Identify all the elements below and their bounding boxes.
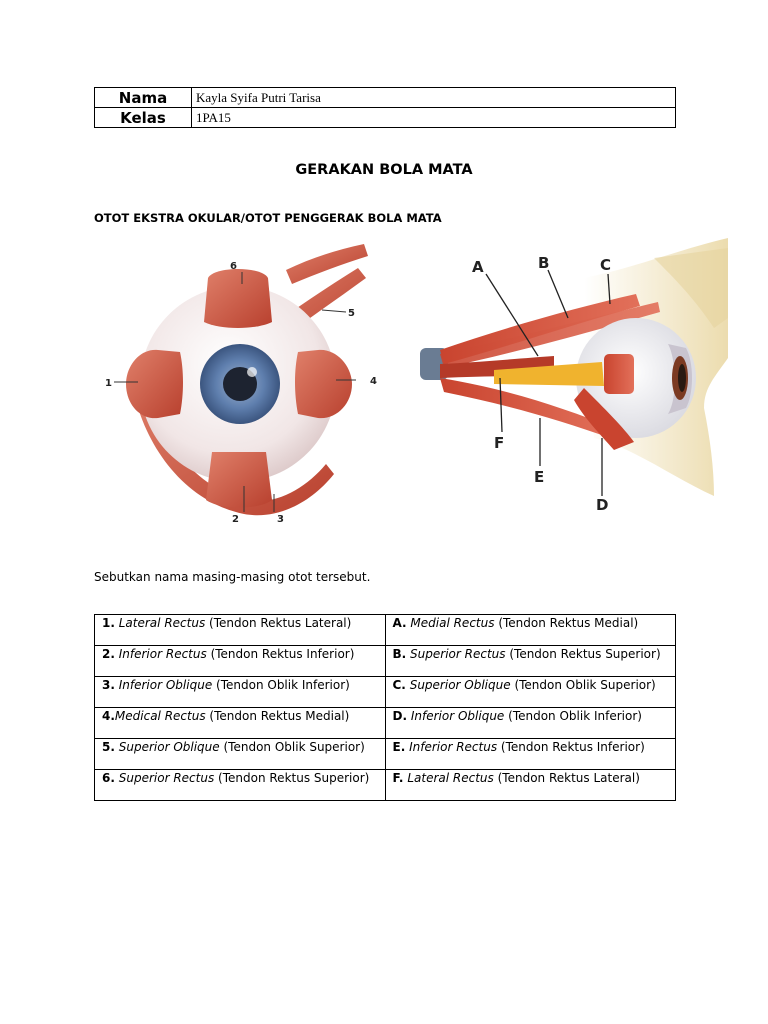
answer-key: F.: [392, 771, 404, 785]
label-1: 1: [105, 378, 112, 389]
answer-key: A.: [392, 616, 407, 630]
answer-cell: [95, 739, 386, 770]
table-row: [95, 677, 676, 708]
class-row: [95, 108, 676, 128]
answer-muscle: Superior Oblique: [409, 678, 511, 692]
name-label: Nama: [95, 88, 192, 108]
answer-note: (Tendon Oblik Superior): [223, 740, 365, 754]
answer-muscle: Inferior Rectus: [409, 740, 498, 754]
label-b: B: [538, 254, 550, 272]
answer-muscle: Superior Oblique: [118, 740, 220, 754]
answer-note: (Tendon Rektus Superior): [509, 647, 661, 661]
answer-key: 1.: [102, 616, 115, 630]
answer-note: (Tendon Rektus Inferior): [500, 740, 645, 754]
answer-muscle: Superior Rectus: [410, 647, 506, 661]
orbit-lateral-illustration: [414, 238, 730, 518]
answer-cell: [385, 708, 676, 739]
section-subtitle: OTOT EKSTRA OKULAR/OTOT PENGGERAK BOLA MATA: [94, 211, 442, 225]
label-4: 4: [370, 376, 377, 387]
eyeball-front-illustration: [96, 238, 396, 530]
class-label: Kelas: [95, 108, 192, 128]
answer-cell: [95, 770, 386, 801]
answer-key: B.: [392, 647, 407, 661]
label-f: F: [494, 434, 505, 452]
answer-cell: [95, 615, 386, 646]
answer-cell: [95, 646, 386, 677]
answer-key: 6.: [102, 771, 115, 785]
label-3: 3: [277, 514, 284, 525]
answer-cell: [385, 646, 676, 677]
answer-cell: [385, 615, 676, 646]
answer-note: (Tendon Oblik Inferior): [508, 709, 642, 723]
answer-muscle: Inferior Oblique: [410, 709, 505, 723]
instruction-text: Sebutkan nama masing-masing otot tersebut.: [94, 570, 371, 584]
answer-muscle: Inferior Oblique: [118, 678, 213, 692]
answer-muscle: Superior Rectus: [118, 771, 215, 785]
answer-muscle: Lateral Rectus: [407, 771, 494, 785]
name-row: [95, 88, 676, 108]
answer-note: (Tendon Rektus Lateral): [209, 616, 352, 630]
answer-muscle: Medial Rectus: [410, 616, 495, 630]
answer-key: 2.: [102, 647, 115, 661]
answer-key: D.: [392, 709, 408, 723]
table-row: [95, 739, 676, 770]
answer-note: (Tendon Rektus Medial): [209, 709, 350, 723]
name-value: Kayla Syifa Putri Tarisa: [192, 88, 676, 108]
answer-key: 3.: [102, 678, 115, 692]
answer-cell: [385, 739, 676, 770]
label-a: A: [472, 258, 484, 276]
table-row: [95, 646, 676, 677]
answer-muscle: Medical Rectus: [114, 709, 206, 723]
student-info-table: [94, 87, 676, 128]
answer-key: E.: [392, 740, 406, 754]
answer-cell: [385, 677, 676, 708]
answer-note: (Tendon Oblik Superior): [514, 678, 656, 692]
label-5: 5: [348, 308, 355, 319]
answer-key: 4.: [102, 709, 115, 723]
answer-note: (Tendon Rektus Superior): [218, 771, 370, 785]
label-c: C: [600, 256, 612, 274]
table-row: [95, 708, 676, 739]
table-row: [95, 615, 676, 646]
label-6: 6: [230, 261, 237, 272]
answer-muscle: Lateral Rectus: [118, 616, 206, 630]
label-e: E: [534, 468, 545, 486]
answer-note: (Tendon Rektus Medial): [498, 616, 639, 630]
answer-key: C.: [392, 678, 406, 692]
answer-muscle: Inferior Rectus: [118, 647, 207, 661]
answer-cell: [95, 708, 386, 739]
answer-note: (Tendon Rektus Lateral): [497, 771, 640, 785]
answer-note: (Tendon Rektus Inferior): [210, 647, 355, 661]
answer-note: (Tendon Oblik Inferior): [216, 678, 350, 692]
table-row: [95, 770, 676, 801]
answer-cell: [385, 770, 676, 801]
answer-key: 5.: [102, 740, 115, 754]
class-value: 1PA15: [192, 108, 676, 128]
answer-cell: [95, 677, 386, 708]
label-2: 2: [232, 514, 239, 525]
page-title: GERAKAN BOLA MATA: [295, 162, 473, 178]
answer-table: [94, 614, 676, 801]
label-d: D: [596, 496, 609, 514]
